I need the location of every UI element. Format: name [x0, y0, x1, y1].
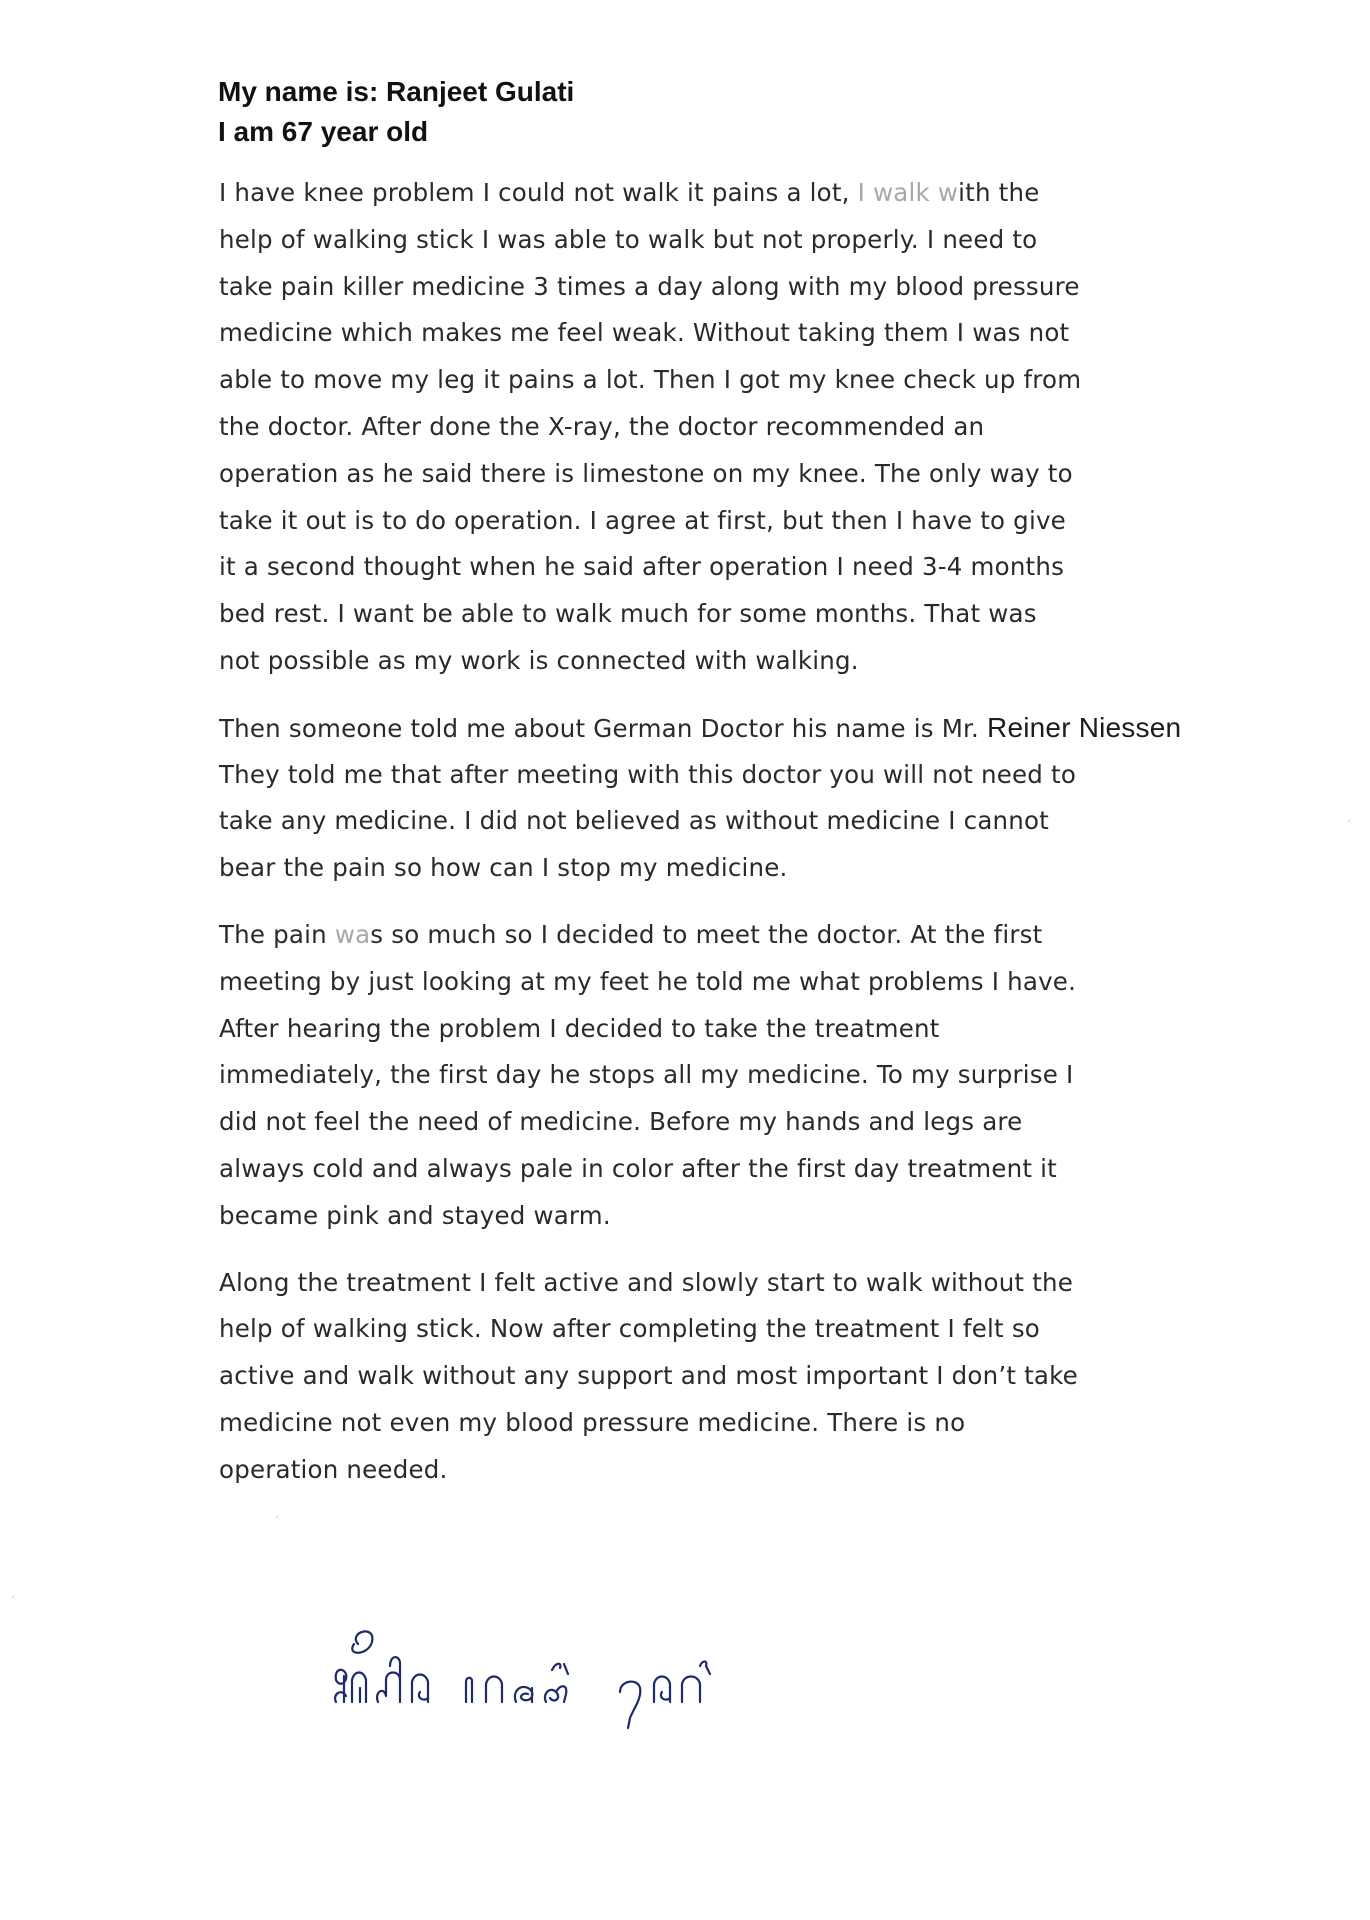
text-line: After hearing the problem I decided to take the treatment: [219, 1013, 940, 1043]
text-line: medicine which makes me feel weak. Without taking them I was not: [219, 318, 1070, 348]
text-line: able to move my leg it pains a lot. Then I got my knee check up from: [219, 365, 1082, 395]
doctor-name: Reiner Niessen: [987, 711, 1182, 743]
letter-body: [219, 170, 1219, 1494]
paragraph-knee-problem: [219, 170, 1219, 685]
handwritten-signature: [328, 1622, 768, 1732]
text-line: help of walking stick. Now after completing the treatment I felt so: [219, 1314, 1040, 1344]
text-line: operation as he said there is limestone on my knee. The only way to: [219, 458, 1073, 488]
text-line: I have knee problem I could not walk it pains a lot, I walk with the: [219, 178, 1040, 207]
paragraph-first-meeting: [219, 912, 1219, 1240]
text-line: always cold and always pale in color after the first day treatment it: [219, 1153, 1057, 1183]
text-line: operation needed.: [219, 1454, 448, 1484]
scan-speck: [12, 1596, 14, 1598]
text-line: the doctor. After done the X-ray, the doctor recommended an: [219, 411, 985, 441]
text-line: take pain killer medicine 3 times a day along with my blood pressure: [219, 271, 1080, 301]
text-line: The pain was so much so I decided to meet the doctor. At the first: [219, 919, 1043, 949]
text-line: not possible as my work is connected with walking.: [219, 645, 859, 675]
text-line: help of walking stick I was able to walk but not properly. I need to: [219, 224, 1038, 254]
text-line: bed rest. I want be able to walk much for some months. That was: [219, 599, 1037, 629]
faded-text: I walk w: [857, 178, 959, 207]
text-line: meeting by just looking at my feet he told me what problems I have.: [219, 966, 1077, 996]
text-line: bear the pain so how can I stop my medicine.: [219, 853, 788, 883]
text-line: Along the treatment I felt active and slowly start to walk without the: [219, 1267, 1074, 1297]
text-line: active and walk without any support and most important I don’t take: [219, 1361, 1078, 1391]
scan-speck: [276, 1516, 278, 1518]
text-line: became pink and stayed warm.: [219, 1200, 611, 1230]
text-line: medicine not even my blood pressure medicine. There is no: [219, 1407, 966, 1437]
faded-text: wa: [334, 919, 371, 949]
paragraph-german-doctor: [219, 705, 1219, 892]
scan-speck: [1348, 820, 1350, 822]
text-line: immediately, the first day he stops all my medicine. To my surprise I: [219, 1060, 1074, 1090]
text-line: They told me that after meeting with this doctor you will not need to: [219, 759, 1077, 789]
text-line: Then someone told me about German Doctor his name is Mr. Reiner Niessen: [219, 711, 1182, 743]
letter-header: [218, 72, 1118, 152]
signature-drawing: [328, 1622, 768, 1732]
name-line: My name is: Ranjeet Gulati: [218, 76, 575, 107]
text-line: it a second thought when he said after operation I need 3-4 months: [219, 552, 1065, 582]
text-line: take it out is to do operation. I agree at first, but then I have to give: [219, 505, 1066, 535]
text-line: did not feel the need of medicine. Before my hands and legs are: [219, 1107, 1023, 1137]
paragraph-treatment-result: [219, 1260, 1219, 1494]
age-line: I am 67 year old: [218, 116, 429, 147]
text-line: take any medicine. I did not believed as without medicine I cannot: [219, 806, 1049, 836]
